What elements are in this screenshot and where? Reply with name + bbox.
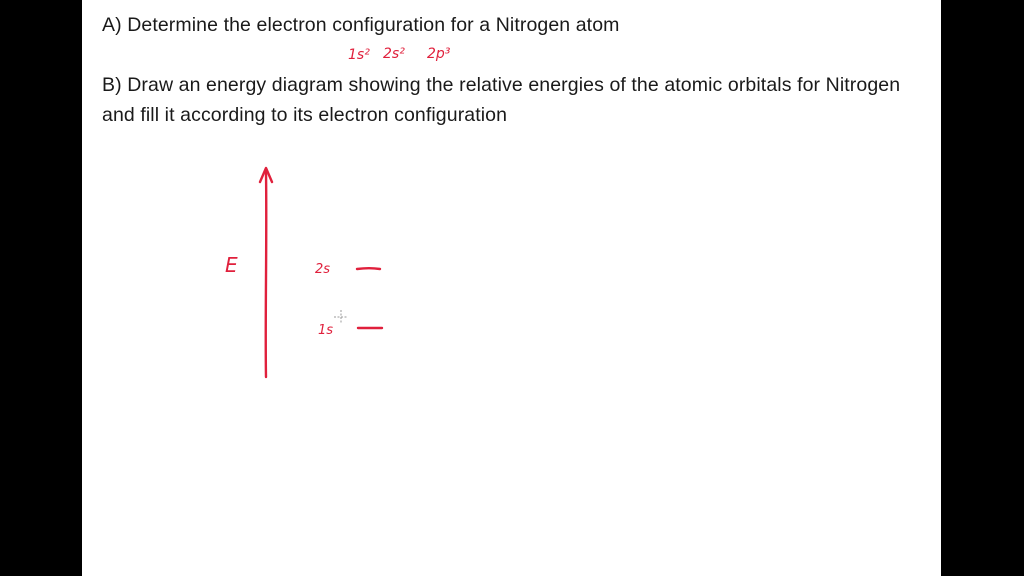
question-b: B) Draw an energy diagram showing the relative energies of the atomic orbitals for Nitrogen and fill it according to its electron configuration [102,74,901,126]
energy-axis-label: E [225,253,238,277]
worksheet-page [82,0,941,576]
question-a: A) Determine the electron configuration for a Nitrogen atom [102,14,620,36]
handwriting-layer [82,0,941,576]
config-2s: 2s² [383,46,405,62]
level-1s-label: 1s [318,323,334,338]
energy-axis-arrow [260,168,272,377]
level-2s-label: 2s [315,262,331,277]
config-2p: 2p³ [427,46,451,62]
pen-cursor-icon [334,310,348,324]
level-2s-line [357,268,380,269]
config-1s: 1s² [348,47,370,63]
